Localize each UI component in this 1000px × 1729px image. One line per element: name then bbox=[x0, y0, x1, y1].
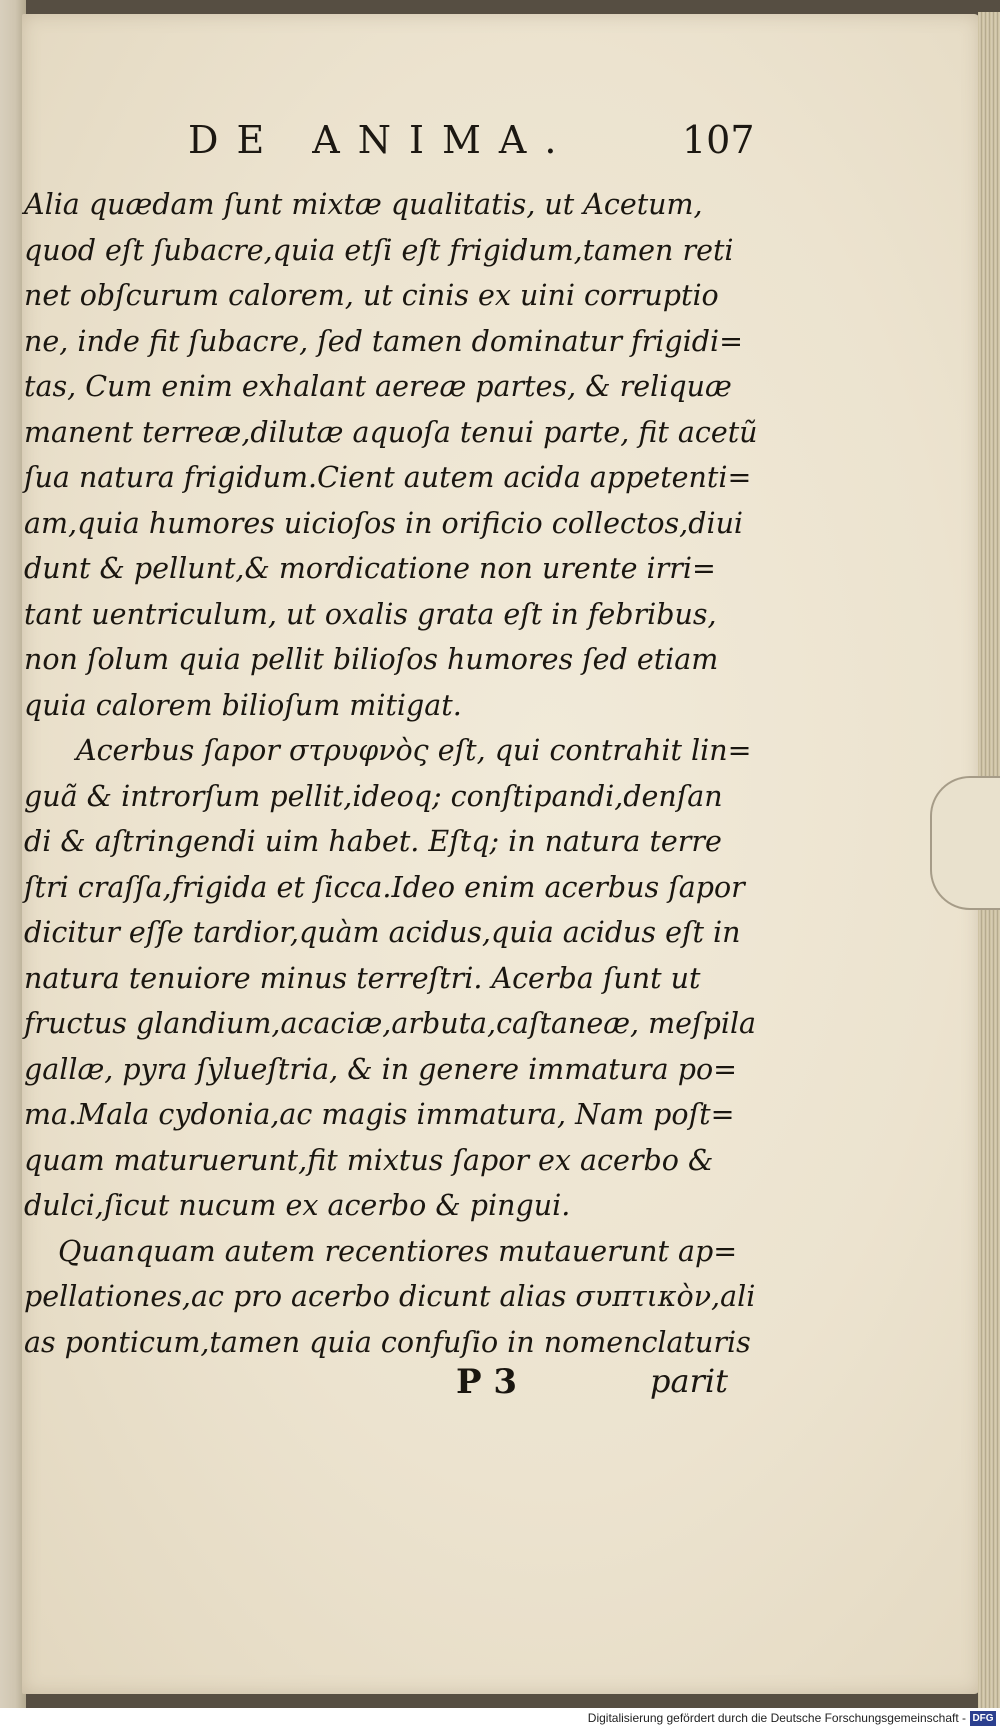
body-text bbox=[24, 182, 758, 1365]
text-line: quam maturuerunt,fit mixtus ſapor ex acerbo & bbox=[24, 1143, 714, 1177]
text-line: quod eſt ſubacre,quia etſi eſt frigidum,tamen reti bbox=[24, 233, 734, 267]
text-line: ma.Mala cydonia,ac magis immatura, Nam poſt= bbox=[24, 1098, 735, 1131]
running-head-title: DE ANIMA. bbox=[188, 118, 575, 162]
credit-bar bbox=[0, 1708, 1000, 1729]
text-line: as ponticum,tamen quia confuſio in nomenclaturis bbox=[24, 1325, 751, 1359]
running-head bbox=[0, 118, 1000, 178]
text-line-paragraph-start: Acerbus ſapor στρυφνὸς eſt, qui contrahit lin= bbox=[76, 734, 752, 767]
text-line-paragraph-start: Quanquam autem recentiores mutauerunt ap= bbox=[58, 1234, 738, 1268]
dfg-logo: DFG bbox=[970, 1711, 996, 1726]
text-line: natura tenuiore minus terreſtri. Acerba ſunt ut bbox=[24, 961, 701, 995]
funding-credit: Digitalisierung gefördert durch die Deutsche Forschungsgemeinschaft - bbox=[587, 1711, 966, 1725]
text-line: dulci,ſicut nucum ex acerbo & pingui. bbox=[24, 1189, 571, 1222]
text-line: tas, Cum enim exhalant aereæ partes, & reliquæ bbox=[24, 370, 732, 403]
text-line: fructus glandium,acaciæ,arbuta,caſtaneæ, meſpila bbox=[24, 1007, 757, 1040]
page-number: 107 bbox=[682, 118, 755, 162]
text-line: ſtri craſſa,frigida et ſicca.Ideo enim acerbus ſapor bbox=[24, 870, 745, 904]
text-line: Alia quædam ſunt mixtæ qualitatis, ut Acetum, bbox=[24, 188, 703, 221]
signature-line bbox=[0, 1362, 1000, 1412]
text-line: ſua natura frigidum.Cient autem acida appetenti= bbox=[24, 461, 752, 494]
text-line: non ſolum quia pellit bilioſos humores ſed etiam bbox=[24, 643, 719, 676]
text-line: pellationes,ac pro acerbo dicunt alias συπτικὸν,ali bbox=[24, 1280, 756, 1313]
text-line: guã & introrſum pellit,ideoq; conſtipandi,denſan bbox=[24, 779, 723, 813]
text-line: manent terreæ,dilutæ aquoſa tenui parte, fit acetũ bbox=[24, 415, 758, 449]
text-line: dicitur eſſe tardior,quàm acidus,quia acidus eſt in bbox=[24, 916, 741, 949]
text-line: di & aſtringendi uim habet. Eſtq; in natura terre bbox=[24, 825, 722, 858]
text-line: am,quia humores uicioſos in orificio collectos,diui bbox=[24, 506, 744, 540]
text-line: quia calorem bilioſum mitigat. bbox=[24, 688, 462, 722]
text-line: ne, inde fit ſubacre, ſed tamen dominatur frigidi= bbox=[24, 324, 743, 358]
bookmark-tab bbox=[930, 776, 1000, 910]
text-line: net obſcurum calorem, ut cinis ex uini corruptio bbox=[24, 279, 719, 312]
signature-mark: P 3 bbox=[456, 1362, 518, 1402]
text-line: dunt & pellunt,& mordicatione non urente irri= bbox=[24, 552, 716, 585]
catchword: parit bbox=[650, 1362, 728, 1400]
text-line: tant uentriculum, ut oxalis grata eſt in febribus, bbox=[24, 597, 717, 631]
text-line: gallæ, pyra ſylueſtria, & in genere immatura po= bbox=[24, 1052, 737, 1086]
